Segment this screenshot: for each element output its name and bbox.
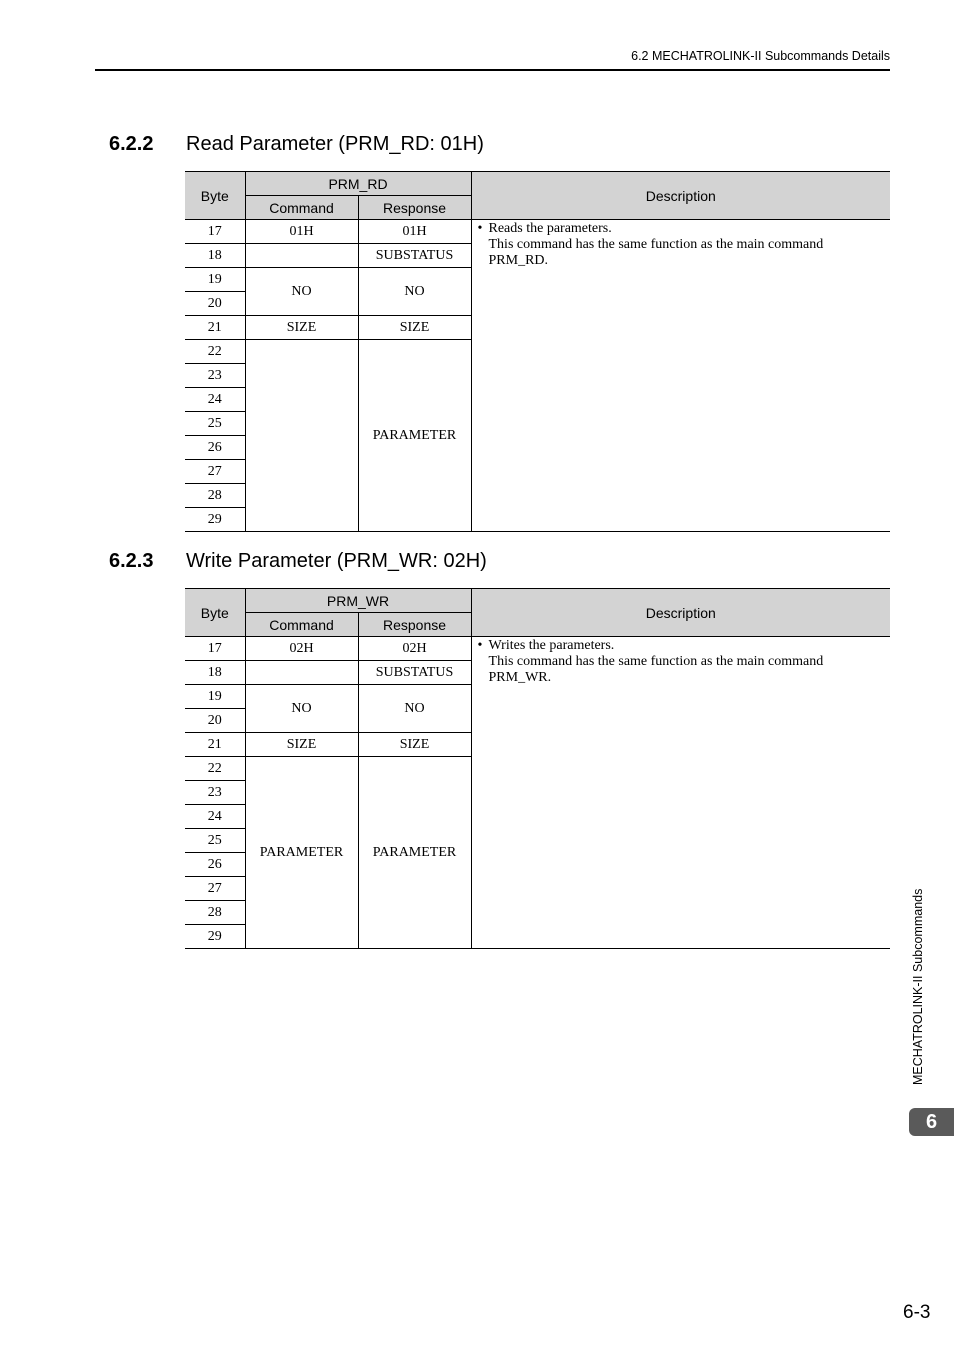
command-cell: SIZE bbox=[245, 316, 358, 340]
response-cell: NO bbox=[358, 268, 471, 316]
col-command-header: Command bbox=[245, 196, 358, 220]
running-header: 6.2 MECHATROLINK-II Subcommands Details bbox=[631, 49, 890, 63]
description-line: PRM_WR. bbox=[488, 670, 552, 685]
byte-cell: 25 bbox=[185, 412, 245, 436]
byte-cell: 21 bbox=[185, 733, 245, 757]
byte-cell: 24 bbox=[185, 388, 245, 412]
col-description-header: Description bbox=[471, 589, 890, 637]
description-line: This command has the same function as the main command bbox=[488, 654, 824, 669]
description-cell bbox=[471, 220, 890, 532]
byte-cell: 29 bbox=[185, 925, 245, 949]
response-cell: 02H bbox=[358, 637, 471, 661]
response-cell: SIZE bbox=[358, 733, 471, 757]
prm-wr-table bbox=[185, 588, 890, 949]
response-cell: SIZE bbox=[358, 316, 471, 340]
description-line: PRM_RD. bbox=[488, 253, 549, 268]
description-cell bbox=[471, 637, 890, 949]
col-command-header: Command bbox=[245, 613, 358, 637]
response-cell: SUBSTATUS bbox=[358, 244, 471, 268]
section-heading-prm-wr bbox=[109, 550, 487, 573]
byte-cell: 22 bbox=[185, 340, 245, 364]
description-line: This command has the same function as the main command bbox=[488, 237, 824, 252]
byte-cell: 19 bbox=[185, 685, 245, 709]
byte-cell: 18 bbox=[185, 661, 245, 685]
group-header: PRM_RD bbox=[245, 172, 471, 196]
byte-cell: 28 bbox=[185, 901, 245, 925]
response-cell: NO bbox=[358, 685, 471, 733]
col-response-header: Response bbox=[358, 613, 471, 637]
chapter-tab: 6 bbox=[909, 1108, 954, 1136]
response-cell: PARAMETER bbox=[358, 757, 471, 949]
command-cell: NO bbox=[245, 268, 358, 316]
col-response-header: Response bbox=[358, 196, 471, 220]
response-cell: PARAMETER bbox=[358, 340, 471, 532]
bullet: • bbox=[477, 221, 483, 236]
byte-cell: 20 bbox=[185, 292, 245, 316]
byte-cell: 17 bbox=[185, 220, 245, 244]
byte-cell: 28 bbox=[185, 484, 245, 508]
bullet: • bbox=[477, 638, 483, 653]
command-cell: SIZE bbox=[245, 733, 358, 757]
byte-cell: 17 bbox=[185, 637, 245, 661]
command-cell: NO bbox=[245, 685, 358, 733]
col-description-header: Description bbox=[471, 172, 890, 220]
section-number: 6.2.2 bbox=[109, 133, 154, 155]
command-cell: 01H bbox=[245, 220, 358, 244]
byte-cell: 19 bbox=[185, 268, 245, 292]
command-cell: PARAMETER bbox=[245, 757, 358, 949]
byte-cell: 23 bbox=[185, 781, 245, 805]
chapter-side-label: MECHATROLINK-II Subcommands bbox=[911, 888, 925, 1085]
page-number: 6-3 bbox=[903, 1302, 931, 1323]
byte-cell: 27 bbox=[185, 877, 245, 901]
byte-cell: 24 bbox=[185, 805, 245, 829]
byte-cell: 21 bbox=[185, 316, 245, 340]
command-cell: 02H bbox=[245, 637, 358, 661]
description-line: Reads the parameters. bbox=[488, 221, 612, 236]
header-rule bbox=[95, 69, 890, 71]
response-cell: SUBSTATUS bbox=[358, 661, 471, 685]
command-cell bbox=[245, 661, 358, 685]
command-cell bbox=[245, 244, 358, 268]
command-cell bbox=[245, 340, 358, 532]
group-header: PRM_WR bbox=[245, 589, 471, 613]
byte-cell: 29 bbox=[185, 508, 245, 532]
section-number: 6.2.3 bbox=[109, 550, 154, 572]
prm-rd-table bbox=[185, 171, 890, 532]
byte-cell: 18 bbox=[185, 244, 245, 268]
byte-cell: 20 bbox=[185, 709, 245, 733]
section-title: Write Parameter (PRM_WR: 02H) bbox=[186, 550, 487, 572]
byte-cell: 23 bbox=[185, 364, 245, 388]
description-line: Writes the parameters. bbox=[488, 638, 615, 653]
byte-cell: 25 bbox=[185, 829, 245, 853]
byte-cell: 26 bbox=[185, 853, 245, 877]
section-heading-prm-rd bbox=[109, 133, 484, 156]
byte-cell: 27 bbox=[185, 460, 245, 484]
byte-cell: 26 bbox=[185, 436, 245, 460]
col-byte-header: Byte bbox=[185, 589, 245, 637]
col-byte-header: Byte bbox=[185, 172, 245, 220]
byte-cell: 22 bbox=[185, 757, 245, 781]
response-cell: 01H bbox=[358, 220, 471, 244]
section-title: Read Parameter (PRM_RD: 01H) bbox=[186, 133, 484, 155]
